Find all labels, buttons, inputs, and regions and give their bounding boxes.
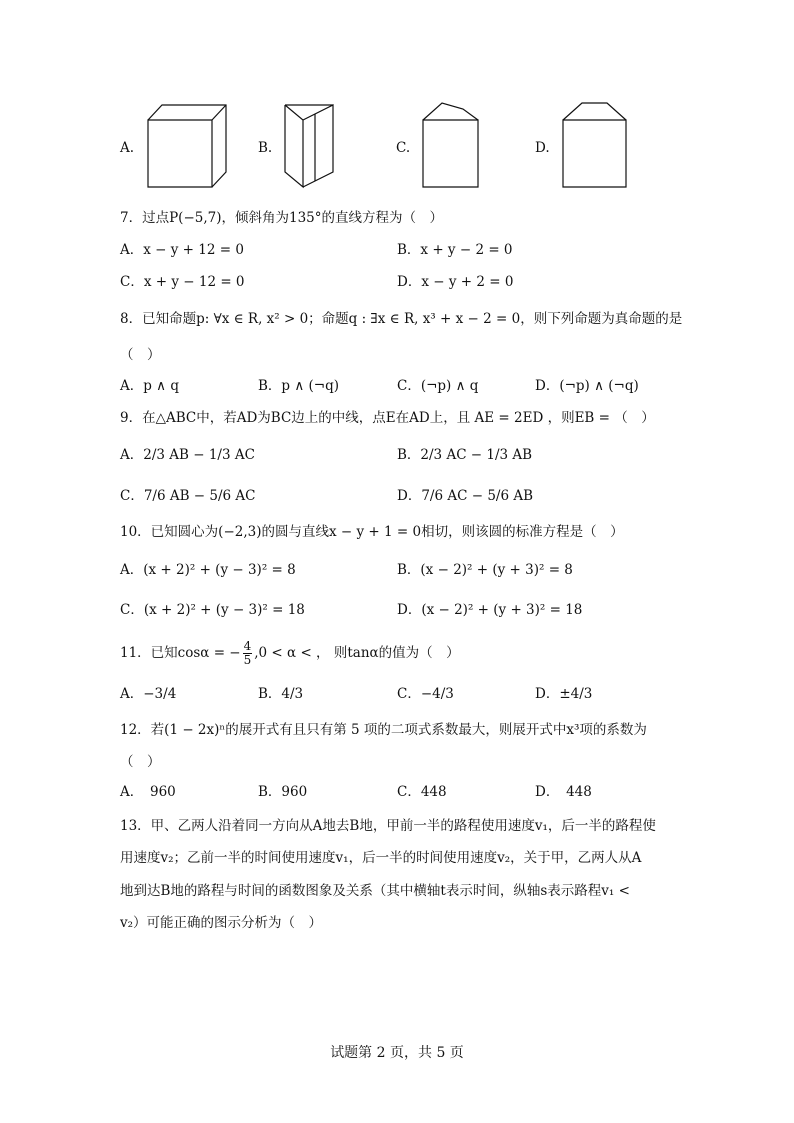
figure-option-b: B. xyxy=(258,140,273,156)
question-8-option-b: B．p ∧ (¬q) xyxy=(258,378,340,394)
question-8-option-c: C．(¬p) ∧ q xyxy=(397,378,479,394)
question-10-option-d: D．(x − 2)² + (y + 3)² = 18 xyxy=(397,602,583,618)
question-13-line-2: 用速度v₂；乙前一半的时间使用速度v₁，后一半的时间使用速度v₂，关于甲，乙两人从A xyxy=(120,850,642,866)
question-9-stem: 9．在△ABC中，若AD为BC边上的中线，点E在AD上，且 AE = 2ED ，则EB = （ ） xyxy=(120,410,655,426)
question-8-paren: （ ） xyxy=(120,347,161,363)
question-11-option-d: D．±4/3 xyxy=(535,686,593,702)
question-9-option-b: B．2/3 AC − 1/3 AB xyxy=(397,447,533,463)
question-10-stem: 10．已知圆心为(−2,3)的圆与直线x − y + 1 = 0相切，则该圆的标准方程是（ ） xyxy=(120,524,624,540)
question-13-line-1: 13．甲、乙两人沿着同一方向从A地去B地，甲前一半的路程使用速度v₁，后一半的路程使 xyxy=(120,818,656,834)
question-12-stem: 12．若(1 − 2x)ⁿ的展开式有且只有第 5 项的二项式系数最大，则展开式中x³项的系数为 xyxy=(120,722,647,738)
prism-b-icon xyxy=(285,105,333,187)
question-7-option-d: D．x − y + 2 = 0 xyxy=(397,274,514,290)
figure-option-c: C. xyxy=(396,140,411,156)
question-9-option-d: D．7/6 AC − 5/6 AB xyxy=(397,488,534,504)
question-12-option-a: A． 960 xyxy=(120,784,176,800)
question-11-option-a: A．−3/4 xyxy=(120,686,177,702)
question-8-option-a: A．p ∧ q xyxy=(120,378,179,394)
question-8-option-d: D．(¬p) ∧ (¬q) xyxy=(535,378,639,394)
question-11-stem xyxy=(120,640,460,667)
question-8-stem: 8．已知命题p: ∀x ∈ R, x² > 0；命题q : ∃x ∈ R, x³ + x − 2 = 0，则下列命题为真命题的是 xyxy=(120,311,683,327)
question-9-option-a: A．2/3 AB − 1/3 AC xyxy=(120,447,255,463)
prism-c-icon xyxy=(423,103,478,187)
question-10-option-c: C．(x + 2)² + (y − 3)² = 18 xyxy=(120,602,305,618)
question-13-line-3: 地到达B地的路程与时间的函数图象及关系（其中横轴t表示时间，纵轴s表示路程v₁ < xyxy=(120,883,630,899)
question-7-option-b: B．x + y − 2 = 0 xyxy=(397,242,513,258)
question-11-stem-pre: 11．已知cosα = − xyxy=(120,645,241,661)
question-12-option-c: C．448 xyxy=(397,784,447,800)
figure-option-d: D. xyxy=(535,140,550,156)
question-9-option-c: C．7/6 AB − 5/6 AC xyxy=(120,488,256,504)
fraction-denominator: 5 xyxy=(243,653,252,667)
question-12-paren: （ ） xyxy=(120,754,161,770)
prism-figure-row xyxy=(0,95,794,205)
prism-a-icon xyxy=(148,105,226,187)
prism-d-icon xyxy=(563,103,626,187)
question-7-option-c: C．x + y − 12 = 0 xyxy=(120,274,245,290)
question-11-fraction xyxy=(243,640,253,667)
fraction-numerator: 4 xyxy=(243,639,252,653)
question-10-option-a: A．(x + 2)² + (y − 3)² = 8 xyxy=(120,562,296,578)
figure-option-a: A. xyxy=(120,140,135,156)
question-7-option-a: A．x − y + 12 = 0 xyxy=(120,242,244,258)
question-11-stem-post: ,0 < α < ， 则tanα的值为（ ） xyxy=(254,645,460,661)
question-7-stem: 7．过点P(−5,7)，倾斜角为135°的直线方程为（ ） xyxy=(120,210,444,226)
question-11-option-c: C．−4/3 xyxy=(397,686,454,702)
page-footer: 试题第 2 页，共 5 页 xyxy=(330,1045,464,1061)
question-13-line-4: v₂）可能正确的图示分析为（ ） xyxy=(120,915,323,931)
question-11-option-b: B．4/3 xyxy=(258,686,304,702)
question-12-option-b: B．960 xyxy=(258,784,308,800)
question-10-option-b: B．(x − 2)² + (y + 3)² = 8 xyxy=(397,562,573,578)
question-12-option-d: D． 448 xyxy=(535,784,592,800)
